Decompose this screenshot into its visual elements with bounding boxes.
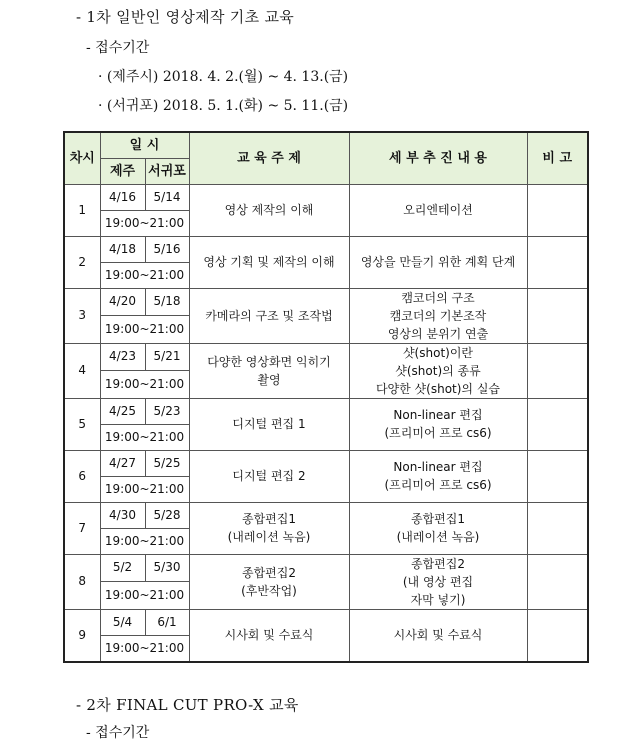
round-cell: 7 (64, 502, 100, 554)
detail-line: 종합편집1 (410, 512, 465, 526)
section1-reception-label: - 접수기간 (86, 40, 150, 56)
seogwipo-date-cell: 5/23 (145, 398, 189, 424)
note-cell (527, 288, 588, 343)
section1-period-jeju: · (제주시) 2018. 4. 2.(월) ~ 4. 13.(금) (98, 69, 349, 85)
jeju-date-cell: 4/23 (100, 343, 145, 371)
detail-line: (내레이션 녹음) (396, 530, 480, 544)
detail-line: (프리미어 프로 cs6) (384, 478, 492, 492)
seogwipo-date-cell: 5/14 (145, 184, 189, 210)
topic-cell (189, 502, 349, 554)
time-cell: 19:00~21:00 (100, 316, 189, 344)
round-cell: 9 (64, 609, 100, 662)
topic-cell (189, 288, 349, 343)
detail-line: 시사회 및 수료식 (393, 628, 483, 642)
topic-cell (189, 398, 349, 450)
topic-line: 종합편집1 (241, 512, 296, 526)
detail-line: (프리미어 프로 cs6) (384, 426, 492, 440)
detail-line: 다양한 샷(shot)의 실습 (375, 381, 501, 396)
detail-line: 영상의 분위기 연출 (387, 326, 489, 341)
time-cell: 19:00~21:00 (100, 424, 189, 450)
topic-line: 영상 기획 및 제작의 이해 (203, 255, 335, 269)
table-row (64, 398, 588, 424)
note-cell (527, 450, 588, 502)
jeju-date-cell: 4/27 (100, 450, 145, 476)
header-topic: 교 육 주 제 (189, 132, 349, 184)
topic-line: 영상 제작의 이해 (224, 203, 314, 217)
detail-line: Non-linear 편집 (393, 408, 483, 422)
seogwipo-date-cell: 5/28 (145, 502, 189, 528)
jeju-date-cell: 5/2 (100, 554, 145, 582)
topic-line: 디지털 편집 2 (232, 469, 306, 483)
detail-cell (349, 343, 527, 398)
jeju-date-cell: 4/16 (100, 184, 145, 210)
seogwipo-date-cell: 5/18 (145, 288, 189, 316)
table-row (64, 450, 588, 476)
note-cell (527, 343, 588, 398)
topic-cell (189, 554, 349, 609)
seogwipo-date-cell: 5/30 (145, 554, 189, 582)
note-cell (527, 609, 588, 662)
detail-line: Non-linear 편집 (393, 460, 483, 474)
jeju-date-cell: 4/30 (100, 502, 145, 528)
time-cell: 19:00~21:00 (100, 371, 189, 399)
round-cell: 6 (64, 450, 100, 502)
note-cell (527, 398, 588, 450)
topic-cell (189, 184, 349, 236)
topic-line: 종합편집2 (241, 565, 296, 580)
note-cell (527, 236, 588, 288)
detail-line: 캠코더의 구조 (401, 290, 475, 305)
detail-line: 오리엔테이션 (403, 203, 473, 217)
detail-cell (349, 184, 527, 236)
topic-line: 디지털 편집 1 (232, 417, 306, 431)
topic-line: (후반작업) (241, 583, 297, 598)
table-row (64, 343, 588, 371)
header-round: 차시 (64, 132, 100, 184)
detail-line: 샷(shot)의 종류 (395, 363, 481, 378)
topic-cell (189, 609, 349, 662)
detail-cell (349, 502, 527, 554)
section2-reception-label: - 접수기간 (86, 725, 150, 741)
jeju-date-cell: 4/18 (100, 236, 145, 262)
section1-title: - 1차 일반인 영상제작 기초 교육 (76, 8, 295, 26)
header-seogwipo: 서귀포 (145, 158, 189, 184)
detail-cell (349, 450, 527, 502)
topic-cell (189, 236, 349, 288)
topic-line: 다양한 영상화면 익히기 (207, 354, 331, 369)
table-row (64, 502, 588, 528)
detail-cell (349, 288, 527, 343)
seogwipo-date-cell: 5/25 (145, 450, 189, 476)
detail-line: 종합편집2 (410, 556, 465, 571)
detail-line: (내 영상 편집 (402, 574, 474, 589)
detail-cell (349, 609, 527, 662)
detail-line: 자막 넣기) (410, 592, 466, 607)
topic-line: 시사회 및 수료식 (224, 628, 314, 642)
time-cell: 19:00~21:00 (100, 210, 189, 236)
note-cell (527, 554, 588, 609)
round-cell: 4 (64, 343, 100, 398)
detail-line: 캠코더의 기본조작 (389, 308, 487, 323)
seogwipo-date-cell: 6/1 (145, 609, 189, 635)
note-cell (527, 184, 588, 236)
round-cell: 3 (64, 288, 100, 343)
jeju-date-cell: 5/4 (100, 609, 145, 635)
detail-cell (349, 398, 527, 450)
round-cell: 2 (64, 236, 100, 288)
seogwipo-date-cell: 5/21 (145, 343, 189, 371)
detail-cell (349, 554, 527, 609)
topic-line: 카메라의 구조 및 조작법 (205, 308, 333, 323)
time-cell: 19:00~21:00 (100, 528, 189, 554)
table-row (64, 184, 588, 210)
header-note: 비 고 (527, 132, 588, 184)
detail-line: 샷(shot)이란 (402, 345, 474, 360)
schedule-table (63, 131, 589, 663)
topic-line: 촬영 (257, 372, 281, 387)
table-row (64, 554, 588, 582)
table-row (64, 236, 588, 262)
header-datetime: 일 시 (100, 132, 189, 158)
header-jeju: 제주 (100, 158, 145, 184)
time-cell: 19:00~21:00 (100, 476, 189, 502)
topic-cell (189, 450, 349, 502)
topic-line: (내레이션 녹음) (227, 530, 311, 544)
table-row (64, 288, 588, 316)
jeju-date-cell: 4/20 (100, 288, 145, 316)
time-cell: 19:00~21:00 (100, 582, 189, 610)
round-cell: 8 (64, 554, 100, 609)
section1-period-seogwipo: · (서귀포) 2018. 5. 1.(화) ~ 5. 11.(금) (98, 98, 349, 114)
seogwipo-date-cell: 5/16 (145, 236, 189, 262)
note-cell (527, 502, 588, 554)
header-detail: 세 부 추 진 내 용 (349, 132, 527, 184)
round-cell: 5 (64, 398, 100, 450)
time-cell: 19:00~21:00 (100, 262, 189, 288)
topic-cell (189, 343, 349, 398)
round-cell: 1 (64, 184, 100, 236)
time-cell: 19:00~21:00 (100, 635, 189, 662)
schedule-body (64, 184, 588, 662)
detail-line: 영상을 만들기 위한 계획 단계 (360, 255, 516, 269)
table-row (64, 609, 588, 635)
section2-title: - 2차 FINAL CUT PRO-X 교육 (76, 696, 299, 714)
detail-cell (349, 236, 527, 288)
jeju-date-cell: 4/25 (100, 398, 145, 424)
